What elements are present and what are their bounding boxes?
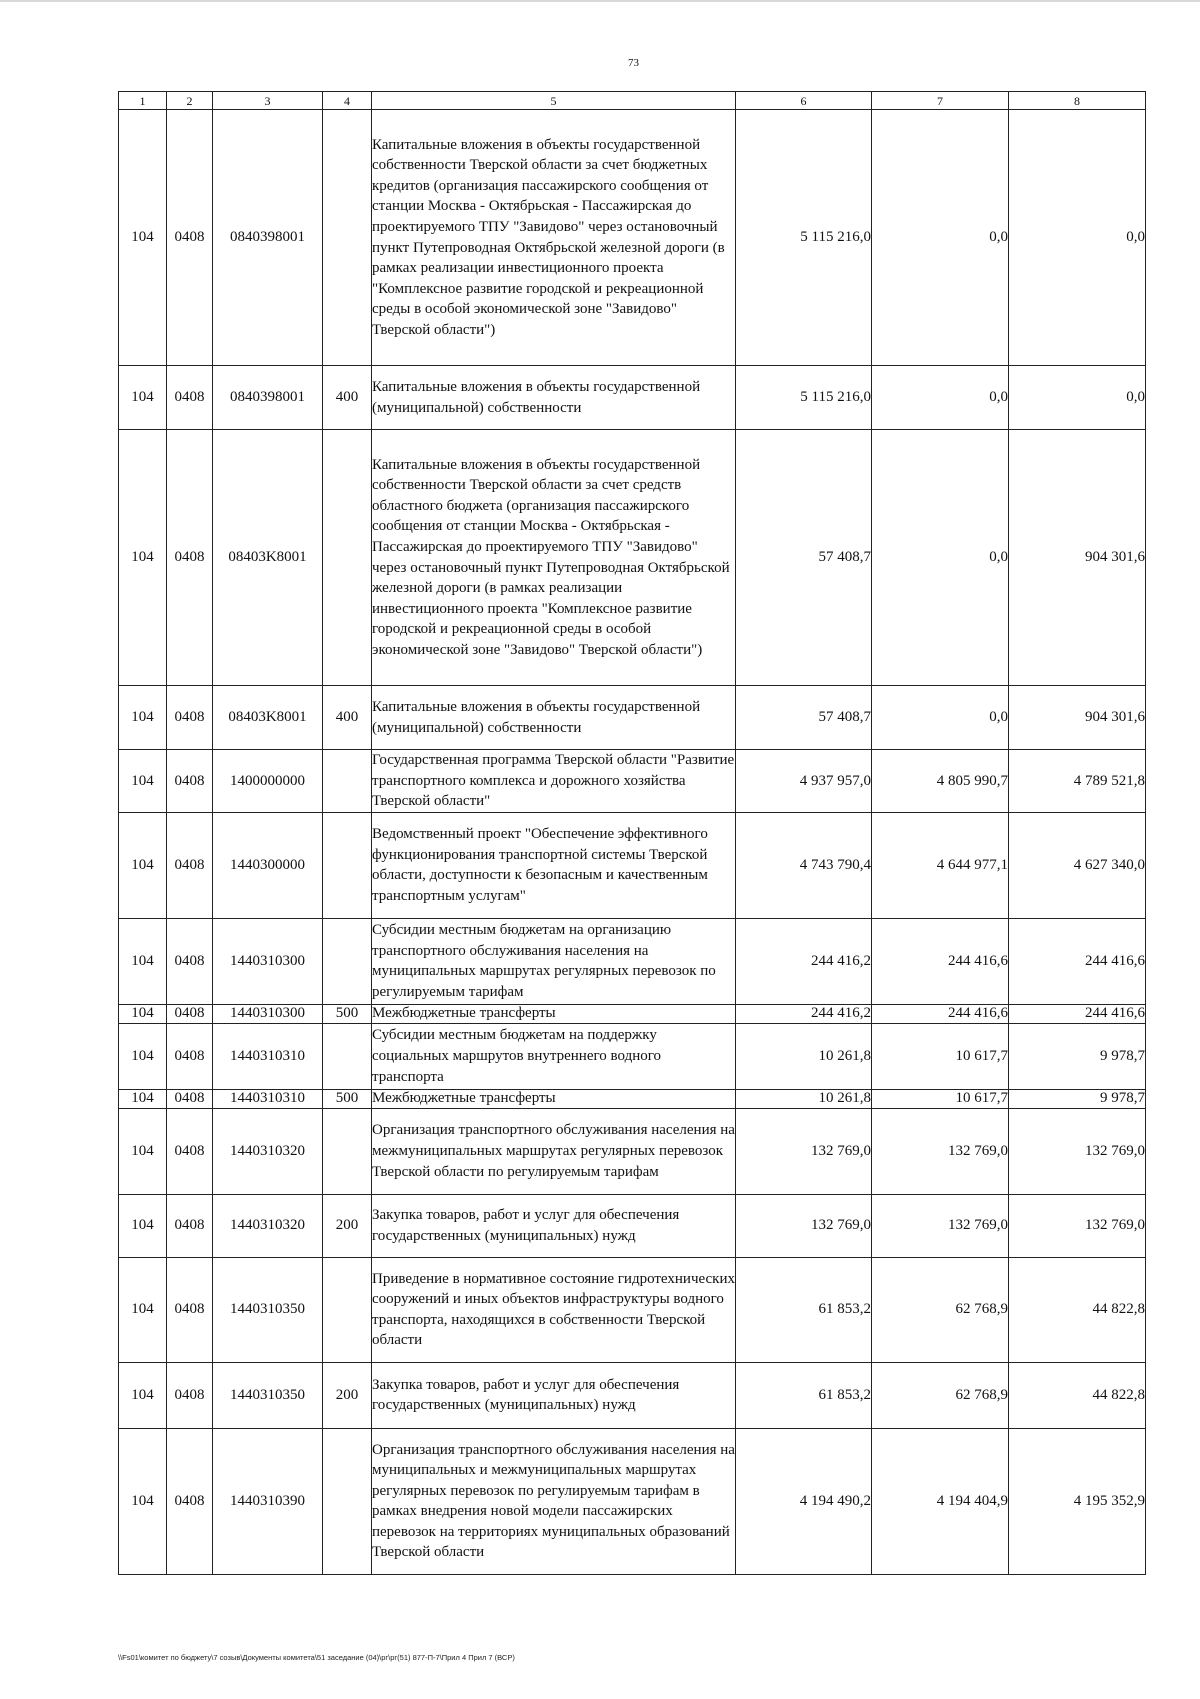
- cell-description: Организация транспортного обслуживания населения на межмуниципальных маршрутах регулярных перевозок Тверской области по регулируемым тарифам: [372, 1108, 736, 1194]
- cell-amount-year-3: 4 627 340,0: [1009, 812, 1146, 918]
- cell-ministry-code: 104: [119, 430, 167, 686]
- cell-amount-year-1: 4 194 490,2: [736, 1428, 872, 1574]
- cell-amount-year-2: 244 416,6: [872, 918, 1009, 1004]
- cell-amount-year-1: 244 416,2: [736, 918, 872, 1004]
- cell-target-code: 1440310350: [213, 1362, 323, 1428]
- cell-amount-year-1: 5 115 216,0: [736, 110, 872, 366]
- cell-expense-type: 500: [323, 1089, 372, 1108]
- cell-expense-type: 500: [323, 1004, 372, 1023]
- cell-amount-year-3: 132 769,0: [1009, 1194, 1146, 1257]
- cell-amount-year-3: 4 789 521,8: [1009, 750, 1146, 813]
- cell-amount-year-2: 4 805 990,7: [872, 750, 1009, 813]
- cell-section-code: 0408: [167, 110, 213, 366]
- cell-ministry-code: 104: [119, 1194, 167, 1257]
- cell-amount-year-1: 61 853,2: [736, 1362, 872, 1428]
- header-col-5: 5: [372, 92, 736, 110]
- cell-ministry-code: 104: [119, 1362, 167, 1428]
- table-row: [119, 430, 1146, 686]
- cell-target-code: 0840398001: [213, 366, 323, 430]
- table-row: [119, 1257, 1146, 1362]
- table-row: [119, 110, 1146, 366]
- cell-target-code: 1440310320: [213, 1108, 323, 1194]
- table-row: [119, 1428, 1146, 1574]
- cell-target-code: 0840398001: [213, 110, 323, 366]
- cell-amount-year-1: 57 408,7: [736, 430, 872, 686]
- cell-target-code: 1440310320: [213, 1194, 323, 1257]
- page-number: 73: [628, 57, 639, 69]
- cell-section-code: 0408: [167, 686, 213, 750]
- cell-expense-type: [323, 110, 372, 366]
- cell-target-code: 08403K8001: [213, 430, 323, 686]
- cell-amount-year-3: 9 978,7: [1009, 1089, 1146, 1108]
- cell-target-code: 1440310300: [213, 918, 323, 1004]
- cell-ministry-code: 104: [119, 110, 167, 366]
- table-row: [119, 366, 1146, 430]
- cell-description: Межбюджетные трансферты: [372, 1004, 736, 1023]
- header-col-1: 1: [119, 92, 167, 110]
- cell-expense-type: [323, 1257, 372, 1362]
- cell-ministry-code: 104: [119, 1023, 167, 1089]
- table-row: [119, 812, 1146, 918]
- cell-expense-type: [323, 1428, 372, 1574]
- cell-amount-year-2: 244 416,6: [872, 1004, 1009, 1023]
- cell-amount-year-1: 132 769,0: [736, 1194, 872, 1257]
- cell-section-code: 0408: [167, 1257, 213, 1362]
- scan-top-edge: [0, 0, 1200, 2]
- cell-ministry-code: 104: [119, 1428, 167, 1574]
- table-row: [119, 1004, 1146, 1023]
- cell-description: Организация транспортного обслуживания населения на муниципальных и межмуниципальных маршрутах регулярных перевозок по регулируемым тарифам в рамках внедрения новой модели пассажирских перевозок на территориях муниципальных образований Тверской области: [372, 1428, 736, 1574]
- cell-ministry-code: 104: [119, 686, 167, 750]
- table-row: [119, 918, 1146, 1004]
- cell-ministry-code: 104: [119, 1108, 167, 1194]
- cell-description: Субсидии местным бюджетам на организацию транспортного обслуживания населения на муниципальных маршрутах регулярных перевозок по регулируемым тарифам: [372, 918, 736, 1004]
- cell-section-code: 0408: [167, 1108, 213, 1194]
- cell-amount-year-2: 0,0: [872, 110, 1009, 366]
- cell-description: Капитальные вложения в объекты государственной собственности Тверской области за счет средств областного бюджета (организация пассажирского сообщения от станции Москва - Октябрьская - Пассажирская до проектируемого ТПУ "Завидово" через остановочный пункт Путепроводная Октябрьской железной дороги (в рамках реализации инвестиционного проекта "Комплексное развитие городской и рекреационной среды в особой экономической зоне "Завидово" Тверской области"): [372, 430, 736, 686]
- cell-amount-year-1: 61 853,2: [736, 1257, 872, 1362]
- cell-amount-year-3: 132 769,0: [1009, 1108, 1146, 1194]
- cell-amount-year-2: 0,0: [872, 366, 1009, 430]
- cell-amount-year-3: 244 416,6: [1009, 1004, 1146, 1023]
- cell-amount-year-1: 10 261,8: [736, 1089, 872, 1108]
- cell-description: Межбюджетные трансферты: [372, 1089, 736, 1108]
- cell-amount-year-2: 0,0: [872, 686, 1009, 750]
- header-row: [119, 92, 1146, 110]
- cell-amount-year-2: 4 194 404,9: [872, 1428, 1009, 1574]
- cell-expense-type: [323, 1108, 372, 1194]
- cell-description: Государственная программа Тверской области "Развитие транспортного комплекса и дорожного хозяйства Тверской области": [372, 750, 736, 813]
- cell-target-code: 08403K8001: [213, 686, 323, 750]
- cell-amount-year-2: 10 617,7: [872, 1089, 1009, 1108]
- cell-description: Закупка товаров, работ и услуг для обеспечения государственных (муниципальных) нужд: [372, 1194, 736, 1257]
- cell-ministry-code: 104: [119, 1004, 167, 1023]
- cell-amount-year-3: 4 195 352,9: [1009, 1428, 1146, 1574]
- cell-ministry-code: 104: [119, 918, 167, 1004]
- cell-section-code: 0408: [167, 1023, 213, 1089]
- cell-amount-year-2: 132 769,0: [872, 1108, 1009, 1194]
- header-col-7: 7: [872, 92, 1009, 110]
- cell-amount-year-1: 4 743 790,4: [736, 812, 872, 918]
- cell-expense-type: [323, 918, 372, 1004]
- cell-target-code: 1440310390: [213, 1428, 323, 1574]
- cell-ministry-code: 104: [119, 750, 167, 813]
- cell-target-code: 1440310310: [213, 1023, 323, 1089]
- cell-expense-type: [323, 430, 372, 686]
- table-row: [119, 1362, 1146, 1428]
- header-col-3: 3: [213, 92, 323, 110]
- cell-description: Ведомственный проект "Обеспечение эффективного функционирования транспортной системы Тверской области, доступности к безопасным и качественным транспортным услугам": [372, 812, 736, 918]
- cell-section-code: 0408: [167, 1428, 213, 1574]
- cell-description: Капитальные вложения в объекты государственной (муниципальной) собственности: [372, 686, 736, 750]
- cell-amount-year-1: 132 769,0: [736, 1108, 872, 1194]
- header-col-4: 4: [323, 92, 372, 110]
- header-col-2: 2: [167, 92, 213, 110]
- table-row: [119, 1108, 1146, 1194]
- footer-file-path: \\Fs01\комитет по бюджету\7 созыв\Документы комитета\51 заседание (04)\рг\рг(51) 877-П-7\Прил 4 Прил 7 (ВСР): [118, 1653, 515, 1662]
- cell-description: Закупка товаров, работ и услуг для обеспечения государственных (муниципальных) нужд: [372, 1362, 736, 1428]
- table-row: [119, 686, 1146, 750]
- cell-section-code: 0408: [167, 430, 213, 686]
- cell-amount-year-3: 0,0: [1009, 110, 1146, 366]
- cell-section-code: 0408: [167, 750, 213, 813]
- cell-amount-year-1: 4 937 957,0: [736, 750, 872, 813]
- cell-expense-type: 200: [323, 1362, 372, 1428]
- cell-expense-type: [323, 812, 372, 918]
- cell-amount-year-2: 132 769,0: [872, 1194, 1009, 1257]
- cell-amount-year-2: 0,0: [872, 430, 1009, 686]
- cell-expense-type: [323, 750, 372, 813]
- table-row: [119, 1089, 1146, 1108]
- cell-section-code: 0408: [167, 1089, 213, 1108]
- cell-amount-year-2: 4 644 977,1: [872, 812, 1009, 918]
- cell-expense-type: [323, 1023, 372, 1089]
- cell-amount-year-3: 904 301,6: [1009, 686, 1146, 750]
- cell-description: Субсидии местным бюджетам на поддержку социальных маршрутов внутреннего водного транспорта: [372, 1023, 736, 1089]
- cell-target-code: 1440310350: [213, 1257, 323, 1362]
- cell-amount-year-1: 244 416,2: [736, 1004, 872, 1023]
- budget-table: [118, 91, 1146, 1575]
- cell-target-code: 1440310310: [213, 1089, 323, 1108]
- header-col-6: 6: [736, 92, 872, 110]
- cell-section-code: 0408: [167, 1004, 213, 1023]
- cell-amount-year-3: 244 416,6: [1009, 918, 1146, 1004]
- table-row: [119, 1023, 1146, 1089]
- cell-description: Приведение в нормативное состояние гидротехнических сооружений и иных объектов инфраструктуры водного транспорта, находящихся в собственности Тверской области: [372, 1257, 736, 1362]
- header-col-8: 8: [1009, 92, 1146, 110]
- cell-ministry-code: 104: [119, 812, 167, 918]
- cell-section-code: 0408: [167, 1362, 213, 1428]
- cell-expense-type: 200: [323, 1194, 372, 1257]
- cell-target-code: 1440310300: [213, 1004, 323, 1023]
- cell-amount-year-3: 44 822,8: [1009, 1257, 1146, 1362]
- cell-expense-type: 400: [323, 686, 372, 750]
- cell-section-code: 0408: [167, 812, 213, 918]
- cell-target-code: 1440300000: [213, 812, 323, 918]
- cell-target-code: 1400000000: [213, 750, 323, 813]
- cell-section-code: 0408: [167, 366, 213, 430]
- cell-amount-year-1: 57 408,7: [736, 686, 872, 750]
- cell-description: Капитальные вложения в объекты государственной собственности Тверской области за счет бюджетных кредитов (организация пассажирского сообщения от станции Москва - Октябрьская - Пассажирская до проектируемого ТПУ "Завидово" через остановочный пункт Путепроводная Октябрьской железной дороги (в рамках реализации инвестиционного проекта "Комплексное развитие городской и рекреационной среды в особой экономической зоне "Завидово" Тверской области"): [372, 110, 736, 366]
- cell-ministry-code: 104: [119, 1257, 167, 1362]
- cell-ministry-code: 104: [119, 366, 167, 430]
- cell-section-code: 0408: [167, 918, 213, 1004]
- cell-amount-year-1: 5 115 216,0: [736, 366, 872, 430]
- cell-section-code: 0408: [167, 1194, 213, 1257]
- cell-amount-year-2: 62 768,9: [872, 1257, 1009, 1362]
- cell-amount-year-3: 9 978,7: [1009, 1023, 1146, 1089]
- table-row: [119, 750, 1146, 813]
- cell-description: Капитальные вложения в объекты государственной (муниципальной) собственности: [372, 366, 736, 430]
- cell-amount-year-3: 0,0: [1009, 366, 1146, 430]
- cell-amount-year-1: 10 261,8: [736, 1023, 872, 1089]
- cell-amount-year-3: 44 822,8: [1009, 1362, 1146, 1428]
- table-row: [119, 1194, 1146, 1257]
- cell-amount-year-2: 62 768,9: [872, 1362, 1009, 1428]
- cell-amount-year-3: 904 301,6: [1009, 430, 1146, 686]
- cell-amount-year-2: 10 617,7: [872, 1023, 1009, 1089]
- cell-expense-type: 400: [323, 366, 372, 430]
- cell-ministry-code: 104: [119, 1089, 167, 1108]
